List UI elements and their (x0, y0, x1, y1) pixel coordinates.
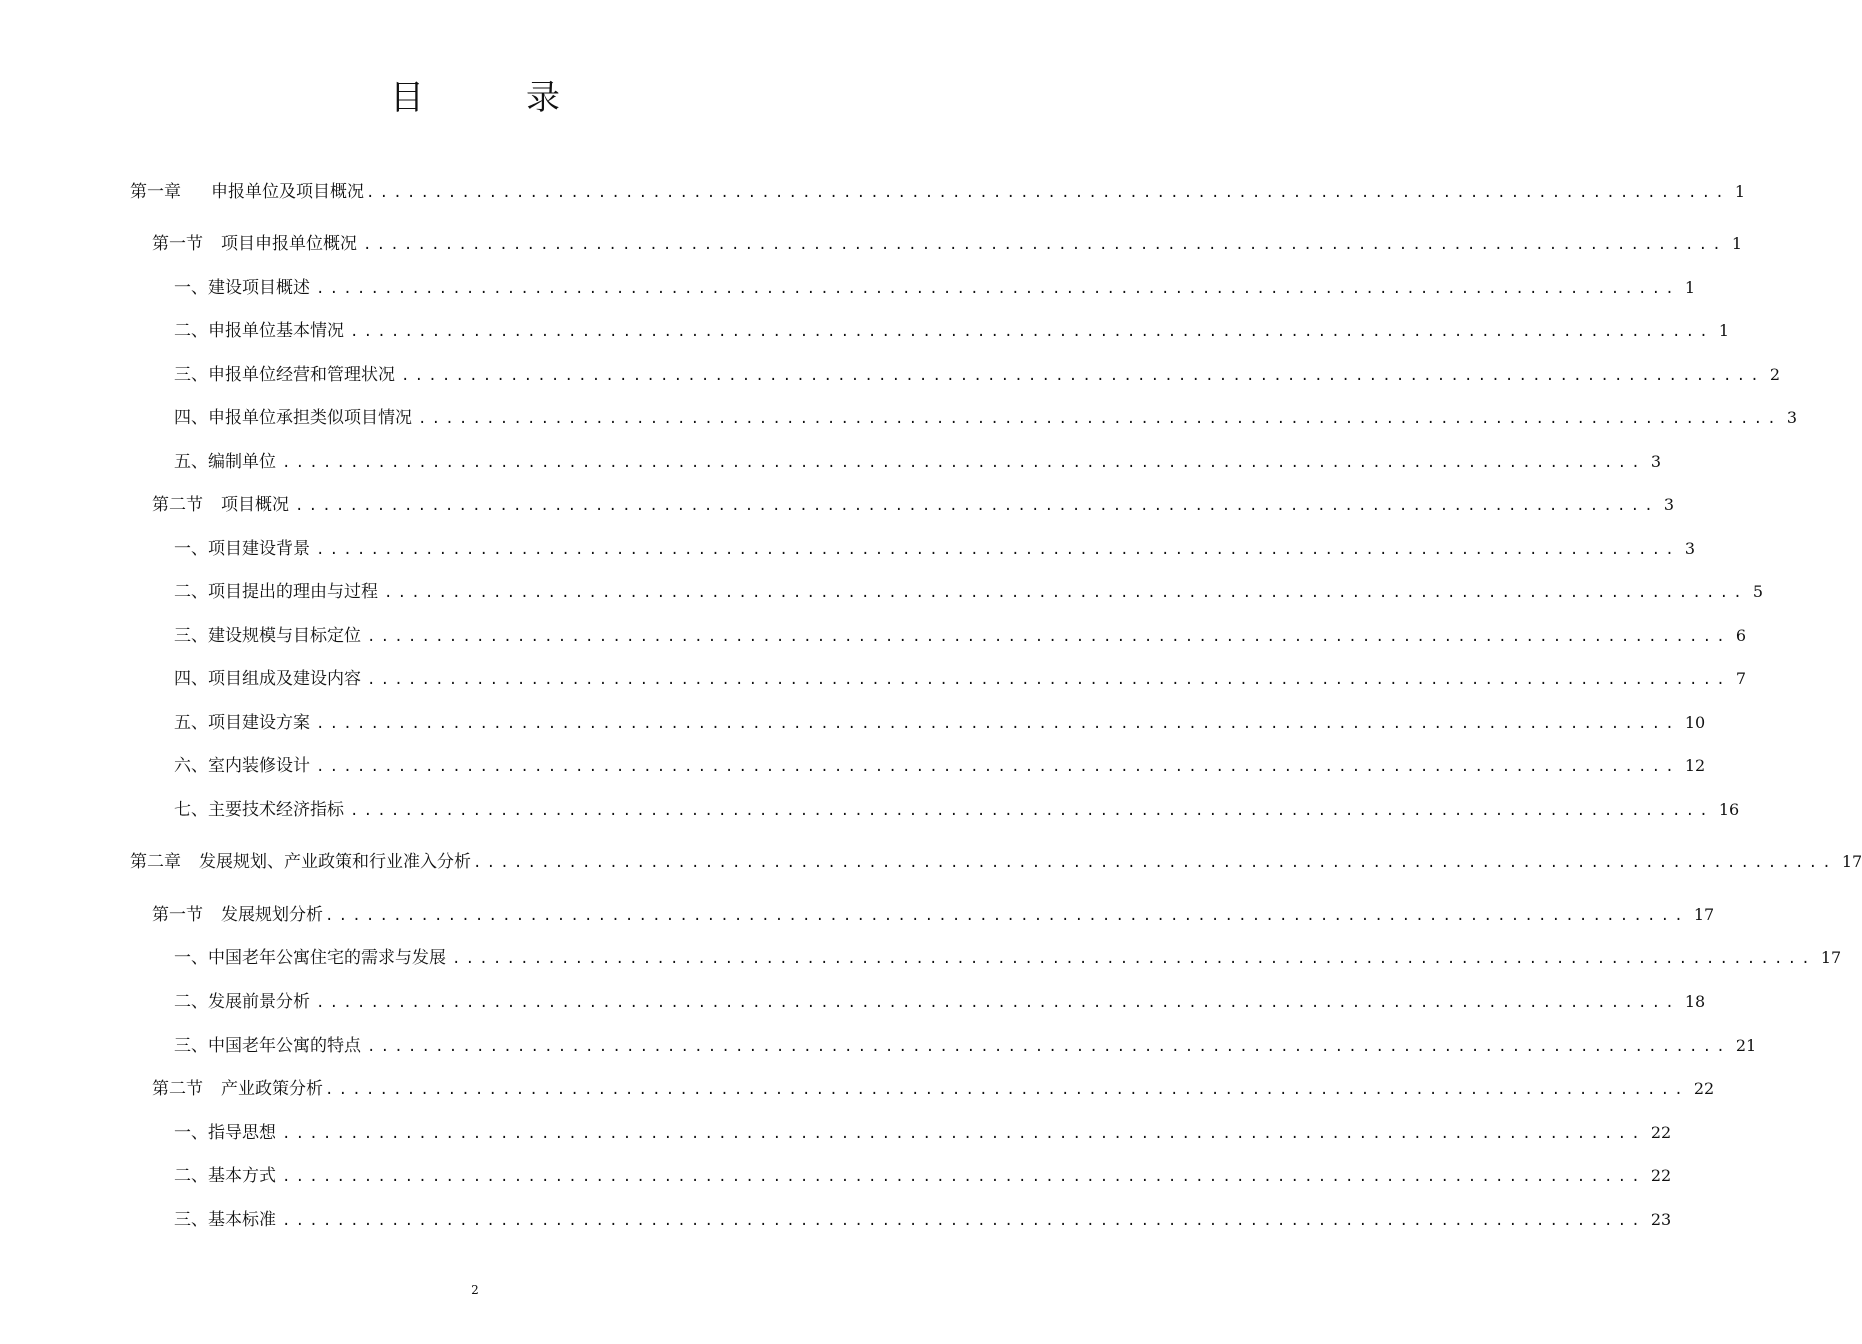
toc-entry-label: 第一章 申报单位及项目概况 (130, 182, 364, 202)
toc-entry-label: 四、项目组成及建设内容 (174, 669, 361, 689)
toc-entry-section[interactable] (152, 232, 1743, 257)
toc-leader-dots: .................................................................................................... (350, 803, 1713, 819)
toc-leader-dots: .................................................................................................... (282, 1126, 1645, 1142)
toc-entry-item[interactable] (174, 450, 1662, 475)
toc-page-number: 3 (1786, 408, 1798, 427)
toc-page-number: 3 (1650, 452, 1662, 471)
toc-entry-label: 三、建设规模与目标定位 (174, 626, 361, 646)
toc-entry-item[interactable] (174, 1164, 1672, 1189)
toc-leader-dots: .................................................................................................... (316, 542, 1679, 558)
toc-entry-item[interactable] (174, 711, 1706, 736)
toc-leader-dots: .................................................................................................... (384, 585, 1747, 601)
toc-entry-item[interactable] (174, 406, 1798, 431)
toc-page-number: 1 (1731, 234, 1743, 253)
toc-leader-dots: .................................................................................................... (316, 759, 1679, 775)
toc-entry-item[interactable] (174, 667, 1747, 692)
toc-leader-dots: .................................................................................................... (316, 716, 1679, 732)
toc-entry-label: 七、主要技术经济指标 (174, 800, 344, 820)
toc-page-number: 2 (1769, 365, 1781, 384)
toc-page-number: 10 (1684, 713, 1706, 732)
toc-entry-label: 第二章 发展规划、产业政策和行业准入分析 (130, 852, 471, 872)
toc-entry-label: 四、申报单位承担类似项目情况 (174, 408, 412, 428)
toc-page-number: 17 (1693, 905, 1715, 924)
toc-leader-dots: .................................................................................................... (316, 995, 1679, 1011)
toc-leader-dots: .................................................................................................... (282, 455, 1645, 471)
toc-leader-dots: .................................................................................................... (316, 281, 1679, 297)
toc-leader-dots: .................................................................................................... (325, 1082, 1688, 1098)
toc-entry-item[interactable] (174, 624, 1747, 649)
toc-page-number: 22 (1650, 1166, 1672, 1185)
toc-entry-label: 二、基本方式 (174, 1166, 276, 1186)
toc-entry-item[interactable] (174, 363, 1781, 388)
toc-entry-label: 一、建设项目概述 (174, 278, 310, 298)
toc-entry-label: 一、中国老年公寓住宅的需求与发展 (174, 948, 446, 968)
toc-page-number: 6 (1735, 626, 1747, 645)
toc-entry-item[interactable] (174, 990, 1706, 1015)
toc-page-number: 7 (1735, 669, 1747, 688)
toc-entry-section[interactable] (152, 493, 1675, 518)
toc-entry-item[interactable] (174, 319, 1730, 344)
toc-leader-dots: .................................................................................................... (418, 411, 1781, 427)
toc-page-number: 1 (1718, 321, 1730, 340)
toc-page-number: 17 (1841, 852, 1862, 871)
toc-page-number: 22 (1650, 1123, 1672, 1142)
toc-entry-item[interactable] (174, 537, 1696, 562)
toc-leader-dots: .................................................................................................... (282, 1213, 1645, 1229)
toc-page-number: 3 (1684, 539, 1696, 558)
toc-leader-dots: .................................................................................................... (367, 629, 1730, 645)
toc-page-number: 5 (1752, 582, 1764, 601)
toc-entry-label: 五、编制单位 (174, 452, 276, 472)
toc-entry-label: 二、申报单位基本情况 (174, 321, 344, 341)
toc-entry-label: 第二节 产业政策分析 (152, 1079, 323, 1099)
toc-entry-label: 一、指导思想 (174, 1123, 276, 1143)
toc-leader-dots: .................................................................................................... (367, 672, 1730, 688)
toc-entry-item[interactable] (174, 1121, 1672, 1146)
page-number: 2 (471, 1283, 479, 1297)
toc-entry-item[interactable] (174, 754, 1706, 779)
toc-page-number: 1 (1734, 182, 1746, 201)
toc-entry-label: 六、室内装修设计 (174, 756, 310, 776)
toc-leader-dots: .................................................................................................... (363, 237, 1726, 253)
toc-entry-label: 三、中国老年公寓的特点 (174, 1036, 361, 1056)
toc-page-number: 22 (1693, 1079, 1715, 1098)
toc-page-number: 21 (1735, 1036, 1757, 1055)
toc-entry-label: 一、项目建设背景 (174, 539, 310, 559)
toc-leader-dots: .................................................................................................... (473, 855, 1836, 871)
toc-entry-label: 第一节 发展规划分析 (152, 905, 323, 925)
toc-leader-dots: .................................................................................................... (295, 498, 1658, 514)
toc-leader-dots: .................................................................................................... (366, 185, 1729, 201)
toc-leader-dots: .................................................................................................... (367, 1039, 1730, 1055)
toc-page-number: 1 (1684, 278, 1696, 297)
toc-entry-section[interactable] (152, 903, 1715, 928)
toc-page-number: 23 (1650, 1210, 1672, 1229)
toc-entry-chapter[interactable] (130, 850, 1862, 875)
toc-leader-dots: .................................................................................................... (401, 368, 1764, 384)
toc-page-number: 3 (1663, 495, 1675, 514)
toc-entry-label: 三、基本标准 (174, 1210, 276, 1230)
toc-entry-section[interactable] (152, 1077, 1715, 1102)
toc-leader-dots: .................................................................................................... (325, 908, 1688, 924)
toc-entry-item[interactable] (174, 798, 1740, 823)
toc-leader-dots: .................................................................................................... (350, 324, 1713, 340)
toc-leader-dots: .................................................................................................... (282, 1169, 1645, 1185)
toc-entry-item[interactable] (174, 1208, 1672, 1233)
toc-entry-label: 二、项目提出的理由与过程 (174, 582, 378, 602)
toc-entry-item[interactable] (174, 276, 1696, 301)
toc-entry-label: 五、项目建设方案 (174, 713, 310, 733)
toc-entry-label: 第一节 项目申报单位概况 (152, 234, 357, 254)
toc-entry-item[interactable] (174, 946, 1842, 971)
toc-entry-item[interactable] (174, 1034, 1757, 1059)
toc-title: 目 录 (390, 78, 594, 118)
toc-entry-label: 三、申报单位经营和管理状况 (174, 365, 395, 385)
toc-page-number: 18 (1684, 992, 1706, 1011)
toc-entry-item[interactable] (174, 580, 1764, 605)
toc-entry-chapter[interactable] (130, 180, 1746, 205)
toc-page-number: 17 (1820, 948, 1842, 967)
toc-entry-label: 第二节 项目概况 (152, 495, 289, 515)
toc-page-number: 16 (1718, 800, 1740, 819)
toc-entry-label: 二、发展前景分析 (174, 992, 310, 1012)
toc-page-number: 12 (1684, 756, 1706, 775)
toc-leader-dots: .................................................................................................... (452, 951, 1815, 967)
